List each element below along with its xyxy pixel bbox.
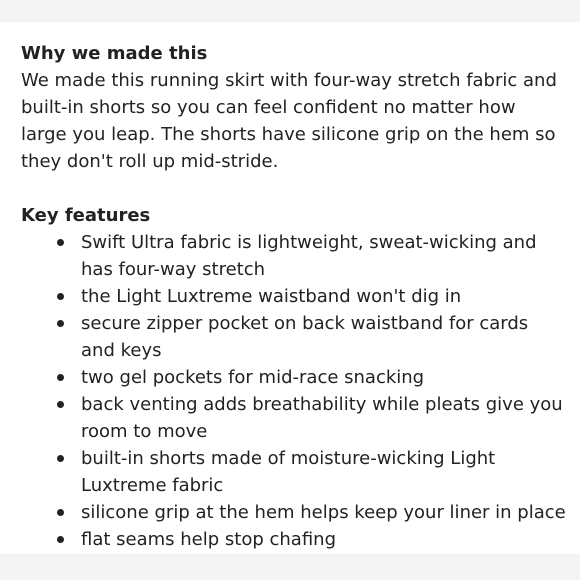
list-item: Swift Ultra fabric is lightweight, sweat-wicking and has four-way stretch [81, 229, 566, 283]
key-features-heading: Key features [21, 205, 151, 226]
key-features-list [21, 229, 566, 553]
bottom-band [0, 554, 580, 580]
list-item: secure zipper pocket on back waistband for cards and keys [81, 310, 566, 364]
product-description [21, 40, 566, 554]
top-band [0, 0, 580, 22]
list-item: flat seams help stop chafing [81, 526, 566, 553]
list-item: back venting adds breathability while pleats give you room to move [81, 391, 566, 445]
list-item: built-in shorts made of moisture-wicking Light Luxtreme fabric [81, 445, 566, 499]
list-item: two gel pockets for mid-race snacking [81, 364, 566, 391]
list-item: silicone grip at the hem helps keep your liner in place [81, 499, 566, 526]
list-item: the Light Luxtreme waistband won't dig in [81, 283, 566, 310]
why-we-made-this-heading: Why we made this [21, 43, 208, 64]
why-we-made-this-body: We made this running skirt with four-way stretch fabric and built-in shorts so you can feel confident no matter how large you leap. The shorts have silicone grip on the hem so they don't roll up mid-stride. [21, 70, 557, 172]
